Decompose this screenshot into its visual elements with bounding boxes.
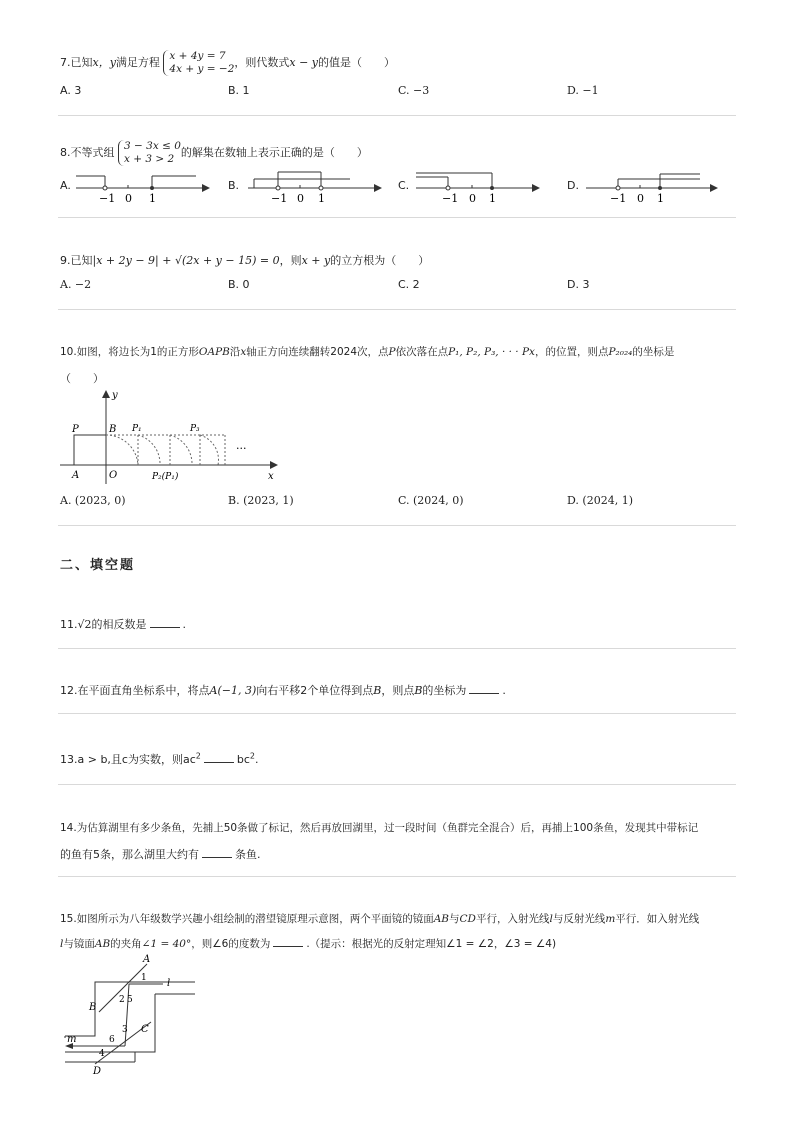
- q9-stem: [60, 252, 429, 268]
- q14-answer-blank[interactable]: [202, 848, 232, 858]
- q8-inequality-system: [118, 140, 181, 166]
- q15-m: m: [605, 913, 616, 925]
- q10-target: P₂₀₂₄: [608, 346, 633, 358]
- q12-point-b2: B: [414, 684, 423, 697]
- q10-text: 的坐标是: [632, 346, 675, 358]
- q15-cd: CD: [459, 913, 476, 925]
- q15-l: l: [549, 913, 553, 925]
- q15-text: 与镜面: [63, 938, 95, 950]
- tick-label: 0: [469, 192, 476, 205]
- q15-line1: [60, 911, 699, 926]
- q7-vars: x，y: [92, 56, 116, 69]
- q14-line2-b: 条鱼.: [235, 848, 261, 861]
- q12-mid: 向右平移2个单位得到点: [256, 684, 374, 697]
- q7-option-a[interactable]: A. 3: [60, 84, 82, 97]
- q9-option-d[interactable]: D. 3: [567, 278, 590, 291]
- q13-answer-blank[interactable]: [204, 753, 234, 763]
- figure-label-d: D: [93, 1066, 102, 1077]
- q15-line2: [60, 936, 556, 951]
- q9-option-a[interactable]: A. −2: [60, 278, 92, 291]
- q12-mid2: ，则点: [381, 684, 415, 697]
- q15-text: 与反射光线: [552, 913, 606, 925]
- q7-expr: x − y: [289, 56, 319, 69]
- figure-label-p3: P₃: [190, 424, 200, 434]
- tick-label: 1: [318, 192, 325, 205]
- divider: [58, 876, 736, 877]
- q7-suffix1: ，则代数式: [234, 56, 290, 69]
- q7-option-d[interactable]: D. −1: [567, 84, 599, 97]
- q10-point: P: [388, 346, 396, 358]
- q10-points: P₁, P₂, P₃, · · · P𝑥: [448, 346, 535, 358]
- q8-prefix: 8.不等式组: [60, 146, 115, 159]
- q10-paren: （ ）: [60, 372, 104, 385]
- q12-point: A(−1, 3): [209, 684, 257, 697]
- divider: [58, 648, 736, 649]
- tick-label: −1: [99, 192, 116, 205]
- divider: [58, 217, 736, 218]
- tick-label: 0: [637, 192, 644, 205]
- figure-label-dots: ···: [236, 442, 247, 455]
- q7-eq2: 4x + y = −2: [169, 63, 235, 75]
- q9-suffix: 的立方根为（ ）: [330, 254, 430, 267]
- q7-eq1: x + 4y = 7: [169, 50, 226, 62]
- q11-prefix: 11.: [60, 618, 78, 631]
- q12-answer-blank[interactable]: [469, 684, 499, 694]
- q9-expr2: x + y: [301, 254, 331, 267]
- q15-text: 平行，入射光线: [475, 913, 550, 925]
- tick-label: 1: [149, 192, 156, 205]
- q7-option-b[interactable]: B. 1: [228, 84, 250, 97]
- figure-label-l: l: [167, 978, 171, 989]
- q8-option-a-numberline[interactable]: [72, 168, 212, 208]
- q15-ab: AB: [433, 913, 450, 925]
- tick-label: 0: [297, 192, 304, 205]
- figure-label-p1: P₁: [132, 424, 142, 434]
- figure-label-p2: P₂(P₁): [152, 472, 179, 482]
- q12-stem: [60, 682, 506, 698]
- tick-label: −1: [442, 192, 459, 205]
- figure-label-2: 2: [119, 995, 125, 1005]
- figure-label-3: 3: [122, 1025, 128, 1035]
- figure-label-m: m: [67, 1034, 77, 1045]
- section-title: 二、填空题: [60, 558, 136, 573]
- figure-label-p: P: [72, 424, 79, 435]
- figure-label-b: B: [89, 1002, 97, 1013]
- q8-stem: [60, 140, 368, 166]
- q10-option-a[interactable]: A. (2023, 0): [60, 494, 126, 507]
- q15-ab2: AB: [94, 938, 111, 950]
- q10-text: ，的位置，则点: [534, 346, 609, 358]
- q14-line2-a: 的鱼有5条，那么湖里大约有: [60, 848, 199, 861]
- q7-option-c[interactable]: C. −3: [398, 84, 430, 97]
- q10-option-b[interactable]: B. (2023, 1): [228, 494, 294, 507]
- q10-option-c[interactable]: C. (2024, 0): [398, 494, 464, 507]
- q7-equation-system: [163, 50, 234, 76]
- figure-label-5: 5: [127, 995, 133, 1005]
- q14-line1: 14.为估算湖里有多少条鱼，先捕上50条做了标记，然后再放回湖里，过一段时间（鱼群完全混合）后，再捕上100条鱼，发现其中带标记: [60, 822, 699, 834]
- tick-label: 0: [125, 192, 132, 205]
- figure-label-a: A: [72, 470, 80, 481]
- q9-option-c[interactable]: C. 2: [398, 278, 420, 291]
- q13-end: .: [254, 753, 259, 766]
- q8-option-c-label[interactable]: C.: [398, 179, 410, 192]
- q15-text: ，则∠6的度数为: [191, 938, 271, 950]
- tick-label: −1: [610, 192, 627, 205]
- q9-option-b[interactable]: B. 0: [228, 278, 250, 291]
- q7-stem: [60, 50, 395, 76]
- q11-stem: [60, 616, 186, 632]
- q15-text: 平行．如入射光线: [615, 913, 700, 925]
- q10-text: 沿: [229, 346, 241, 358]
- q8-ineq1: 3 − 3x ≤ 0: [124, 140, 181, 152]
- q15-l2: l: [60, 938, 64, 950]
- q10-stem: [60, 344, 674, 359]
- figure-label-6: 6: [109, 1035, 115, 1045]
- q12-point-b: B: [373, 684, 382, 697]
- q10-text: 10.如图，将边长为1的正方形: [60, 346, 199, 358]
- q15-text: .（提示：根据光的反射定理知∠1 = ∠2，∠3 = ∠4): [306, 938, 557, 950]
- divider: [58, 713, 736, 714]
- q10-shape: OAPB: [198, 346, 230, 358]
- q9-mid: ，则: [279, 254, 302, 267]
- figure-label-a: A: [143, 954, 151, 965]
- q11-end: .: [182, 618, 187, 631]
- q12-prefix: 12.在平面直角坐标系中，将点: [60, 684, 210, 697]
- figure-label-o: O: [109, 470, 118, 481]
- q15-text: 与: [449, 913, 460, 925]
- q10-axis: x: [240, 346, 247, 358]
- q8-suffix: 的解集在数轴上表示正确的是（ ）: [180, 146, 368, 159]
- q7-prefix: 7.已知: [60, 56, 93, 69]
- figure-label-b: B: [109, 424, 117, 435]
- q7-mid: 满足方程: [115, 56, 160, 69]
- q10-text: 轴正方向连续翻转2024次，点: [246, 346, 389, 358]
- q12-suffix: 的坐标为: [422, 684, 467, 697]
- divider: [58, 115, 736, 116]
- q10-text: 依次落在点: [395, 346, 449, 358]
- q10-figure: [60, 386, 290, 486]
- tick-label: 1: [657, 192, 664, 205]
- q15-text: 15.如图所示为八年级数学兴趣小组绘制的潜望镜原理示意图，两个平面镜的镜面: [60, 913, 434, 925]
- q12-end: .: [502, 684, 506, 697]
- q15-figure: [55, 952, 195, 1080]
- q15-answer-blank[interactable]: [273, 937, 303, 947]
- q13-sup1: 2: [195, 751, 201, 761]
- figure-label-4: 4: [99, 1049, 105, 1059]
- q8-ineq2: x + 3 > 2: [124, 153, 175, 165]
- q9-expr: |x + 2y − 9| + √(2x + y − 15) = 0: [92, 254, 280, 267]
- divider: [58, 784, 736, 785]
- q7-suffix2: 的值是（ ）: [318, 56, 396, 69]
- divider: [58, 309, 736, 310]
- q8-option-b-numberline[interactable]: [244, 168, 384, 208]
- divider: [58, 525, 736, 526]
- q10-option-d[interactable]: D. (2024, 1): [567, 494, 633, 507]
- q9-prefix: 9.已知: [60, 254, 93, 267]
- figure-label-1: 1: [141, 973, 147, 983]
- tick-label: −1: [271, 192, 288, 205]
- q13-mid: bc: [236, 753, 250, 766]
- figure-label-y: y: [112, 390, 118, 401]
- q8-option-d-numberline[interactable]: [582, 168, 722, 208]
- q11-suffix: 的相反数是: [91, 618, 147, 631]
- q8-option-b-label[interactable]: B.: [228, 179, 240, 192]
- q15-angle: ∠1 = 40°: [141, 938, 192, 950]
- figure-label-c: C: [141, 1024, 149, 1035]
- q11-expr: √2: [77, 618, 92, 631]
- q8-option-d-label[interactable]: D.: [567, 179, 579, 192]
- q8-option-a-label[interactable]: A.: [60, 179, 71, 192]
- q15-text: 的夹角: [110, 938, 142, 950]
- q13-stem: [60, 751, 258, 767]
- q13-prefix: 13.a > b,且c为实数，则ac: [60, 753, 196, 766]
- figure-label-x: x: [268, 471, 274, 482]
- q8-option-c-numberline[interactable]: [412, 168, 552, 208]
- q13-sup2: 2: [249, 751, 255, 761]
- q14-line2: [60, 846, 261, 862]
- tick-label: 1: [489, 192, 496, 205]
- q11-answer-blank[interactable]: [150, 618, 180, 628]
